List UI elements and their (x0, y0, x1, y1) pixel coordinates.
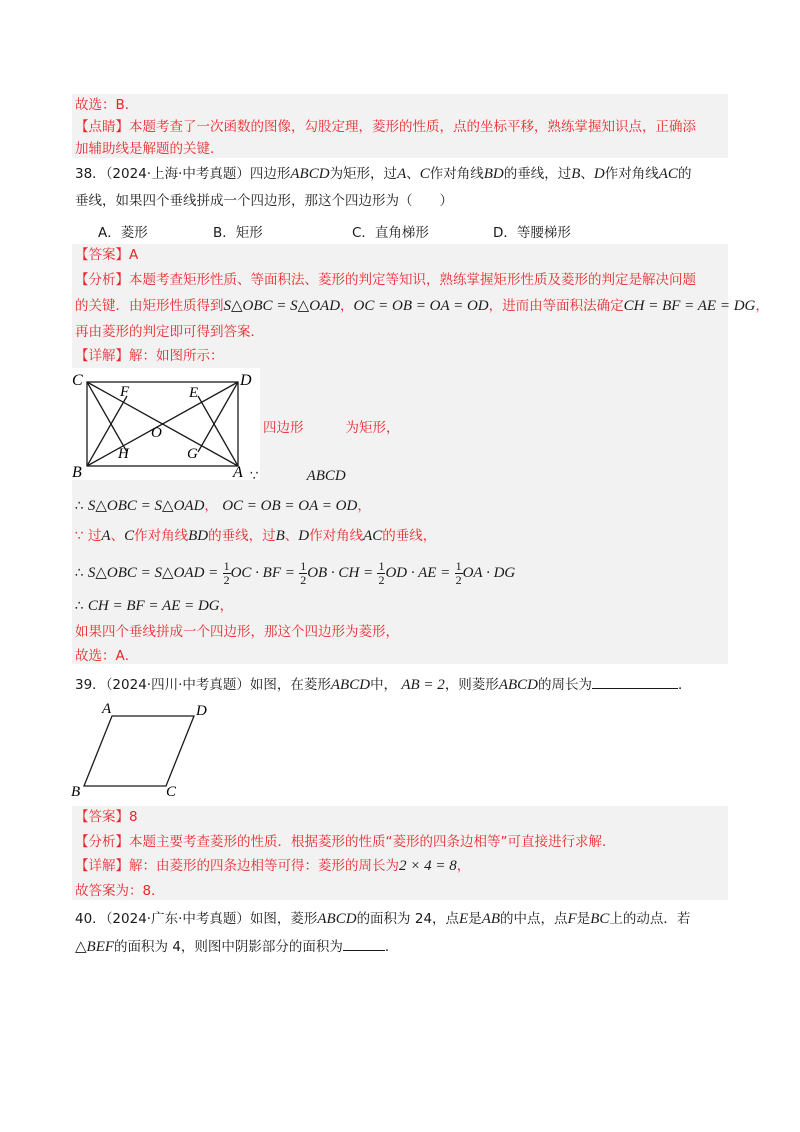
q38-number: 38． (75, 166, 106, 182)
q39-detail-a: 【详解】解：由菱形的四条边相等可得：菱形的周长为 (75, 858, 399, 874)
therefore-1: ∴ (75, 498, 84, 514)
q38-bd: BD (483, 166, 504, 182)
q39-detail-end: ， (456, 858, 471, 874)
q40-f: F (567, 911, 577, 927)
q38-analysis-line1: 【分析】本题考查矩形性质、等面积法、菱形的判定等知识，熟练掌握矩形性质及菱形的判定是解决问题 (75, 272, 696, 288)
q38-eq-ch: CH = BF = AE = DG (623, 298, 756, 314)
q39-t3: 的周长为 (537, 677, 592, 693)
step2-ac: AC (363, 528, 383, 544)
q38-side-text (263, 418, 400, 438)
step2-e: 的垂线， (382, 528, 437, 544)
label-b: B (72, 464, 82, 480)
q38-question-line2: 垂线，如果四个垂线拼成一个四边形，那这个四边形为（ ） (75, 193, 453, 209)
half-3: $\frac{1}{2}$ (378, 558, 385, 587)
q38-analysis-l2c: ，进而由等面积法确定 (488, 298, 624, 314)
q39-detail (75, 856, 470, 876)
q38-eq-s: S△OBC = S△OAD (223, 298, 341, 314)
label-f: F (120, 384, 130, 400)
q38-step1 (75, 496, 371, 516)
q38-option-d[interactable]: D．等腰梯形 (493, 225, 571, 241)
step2-bd: BD (188, 528, 209, 544)
q38-eq-oc: OC = OB = OA = OD (353, 298, 489, 314)
q39-number: 39． (75, 677, 106, 693)
q39-analysis: 【分析】本题主要考查菱形的性质．根据菱形的性质“菱形的四条边相等”可直接进行求解． (75, 834, 616, 850)
q38-analysis-l2d: ， (755, 298, 769, 314)
step4-end: ， (219, 598, 234, 614)
q38-analysis-l2b: ， (340, 298, 354, 314)
q39-end: ． (677, 677, 692, 693)
step2-b: 作对角线 (134, 528, 189, 544)
q40-triangle: △BEF (75, 939, 115, 955)
q38-step3 (75, 558, 515, 588)
q39-t2: ，则菱形 (444, 677, 499, 693)
q40-t4: 是 (576, 911, 591, 927)
side-text-a: 四边形 (263, 420, 304, 436)
q39-solution-block (72, 806, 728, 900)
q40-source: （2024·广东·中考真题）如图，菱形 (105, 911, 318, 927)
step2-c: 的垂线，过 (208, 528, 276, 544)
q38-analysis-line3: 再由菱形的判定即可得到答案． (75, 324, 264, 340)
q38-detail-intro: 【详解】解：如图所示： (75, 348, 224, 364)
q38-d: D (593, 166, 605, 182)
therefore-3: ∴ (75, 598, 84, 614)
q39-answer-blank[interactable] (592, 674, 678, 689)
label-a: A (102, 701, 112, 717)
q38-t5: 的 (677, 166, 692, 182)
q38-sep1: 、 (406, 166, 420, 182)
q40-end: ． (384, 939, 399, 955)
q38-t3: 的垂线，过 (503, 166, 572, 182)
label-b: B (71, 784, 81, 800)
q38-analysis-line2 (75, 296, 769, 316)
abcd-side: ABCD (306, 468, 346, 484)
q38-ac: AC (658, 166, 678, 182)
therefore-2: ∴ (75, 565, 84, 581)
side-text-b: 为矩形， (345, 420, 400, 436)
step4-eq: CH = BF = AE = DG (87, 598, 220, 614)
half-1: $\frac{1}{2}$ (223, 558, 230, 587)
q38-t4: 作对角线 (604, 166, 659, 182)
q38-t2: 作对角线 (429, 166, 484, 182)
q40-t2: 是 (468, 911, 482, 927)
q40-t3: 的中点，点 (500, 911, 568, 927)
figure-background (70, 368, 260, 480)
q38-option-a[interactable]: A．菱形 (98, 225, 148, 241)
step3-t1: OC · BF = (230, 565, 295, 581)
prev-choice: 故选：B． (75, 97, 139, 113)
q38-analysis-l2a: 的关键．由矩形性质得到 (75, 298, 224, 314)
q38-c: C (419, 166, 430, 182)
q39-question (75, 674, 691, 695)
step2-a: ∵ 过 (75, 528, 102, 544)
q38-conclusion: 如果四个垂线拼成一个四边形，那这个四边形为菱形， (75, 624, 399, 640)
step2-pt-c: C (124, 528, 135, 544)
q38-rectangle-figure (70, 368, 260, 480)
step2-pt-b: B (275, 528, 285, 544)
q40-e: E (459, 911, 469, 927)
q40-abcd: ABCD (317, 911, 357, 927)
q39-t1: 中， (370, 677, 398, 693)
step2-d: 作对角线 (309, 528, 364, 544)
q38-abcd: ABCD (290, 166, 330, 182)
q40-number: 40． (75, 911, 106, 927)
step1-eq: OC = OB = OA = OD (222, 498, 358, 514)
q38-b: B (571, 166, 581, 182)
step2-pt-a: A (101, 528, 111, 544)
label-o: O (151, 425, 162, 441)
because-symbol: ∵ (250, 468, 259, 484)
step2-pt-d: D (298, 528, 310, 544)
label-h: H (118, 446, 129, 462)
q38-sep2: 、 (580, 166, 594, 182)
step1-end: ， (357, 498, 371, 514)
label-c: C (166, 784, 177, 800)
q39-answer: 【答案】8 (75, 809, 138, 825)
q38-source: （2024·上海·中考真题）四边形 (105, 166, 291, 182)
step3-t2: OB · CH = (307, 565, 374, 581)
label-d: D (196, 703, 207, 719)
q38-option-b[interactable]: B．矩形 (213, 225, 263, 241)
half-4: $\frac{1}{2}$ (455, 558, 462, 587)
q38-question-line1 (75, 164, 691, 184)
q40-bc: BC (590, 911, 610, 927)
q39-final: 故答案为：8． (75, 883, 165, 899)
q40-question-line2 (75, 936, 398, 957)
q40-question-line1 (75, 909, 690, 929)
q40-t5: 上的动点．若 (609, 911, 691, 927)
label-d: D (240, 372, 252, 389)
q38-option-c[interactable]: C．直角梯形 (352, 225, 429, 241)
step2-sep2: 、 (284, 528, 299, 544)
step3-t3: OD · AE = (385, 565, 451, 581)
prev-comment-line2: 加辅助线是解题的关键． (75, 141, 224, 157)
step1-sep: ， (204, 498, 218, 514)
label-a: A (233, 464, 243, 480)
q38-step4 (75, 596, 233, 616)
step2-sep1: 、 (110, 528, 125, 544)
prev-comment-line1: 【点睛】本题考查了一次函数的图像，勾股定理，菱形的性质，点的坐标平移，熟练掌握知识点，正确添 (75, 119, 696, 135)
step3-lhs: S△OBC = S△OAD = (87, 565, 219, 581)
q39-ab-eq: AB = 2 (401, 677, 445, 693)
q38-a: A (397, 166, 407, 182)
q39-abcd-2: ABCD (498, 677, 538, 693)
q39-detail-eq: 2 × 4 = 8 (399, 858, 457, 874)
q40-answer-blank[interactable] (343, 936, 385, 951)
q40-t6: 的面积为 4，则图中阴影部分的面积为 (114, 939, 343, 955)
step1-s: S△OBC = S△OAD (87, 498, 205, 514)
q39-rhombus-figure (68, 700, 218, 800)
rhombus-abcd (84, 716, 194, 786)
step3-t4: OA · DG (462, 565, 516, 581)
q39-source: （2024·四川·中考真题）如图，在菱形 (105, 677, 331, 693)
label-c: C (72, 372, 83, 389)
label-g: G (187, 446, 198, 462)
label-e: E (189, 385, 199, 401)
q40-ab: AB (481, 911, 501, 927)
q38-because-abcd (250, 466, 346, 486)
q39-abcd-1: ABCD (330, 677, 371, 693)
q40-t1: 的面积为 24，点 (356, 911, 460, 927)
q38-choice: 故选：A． (75, 648, 139, 664)
half-2: $\frac{1}{2}$ (300, 558, 307, 587)
q38-step2 (75, 526, 436, 546)
q38-t1: 为矩形，过 (329, 166, 398, 182)
q38-answer: 【答案】A (75, 247, 139, 263)
